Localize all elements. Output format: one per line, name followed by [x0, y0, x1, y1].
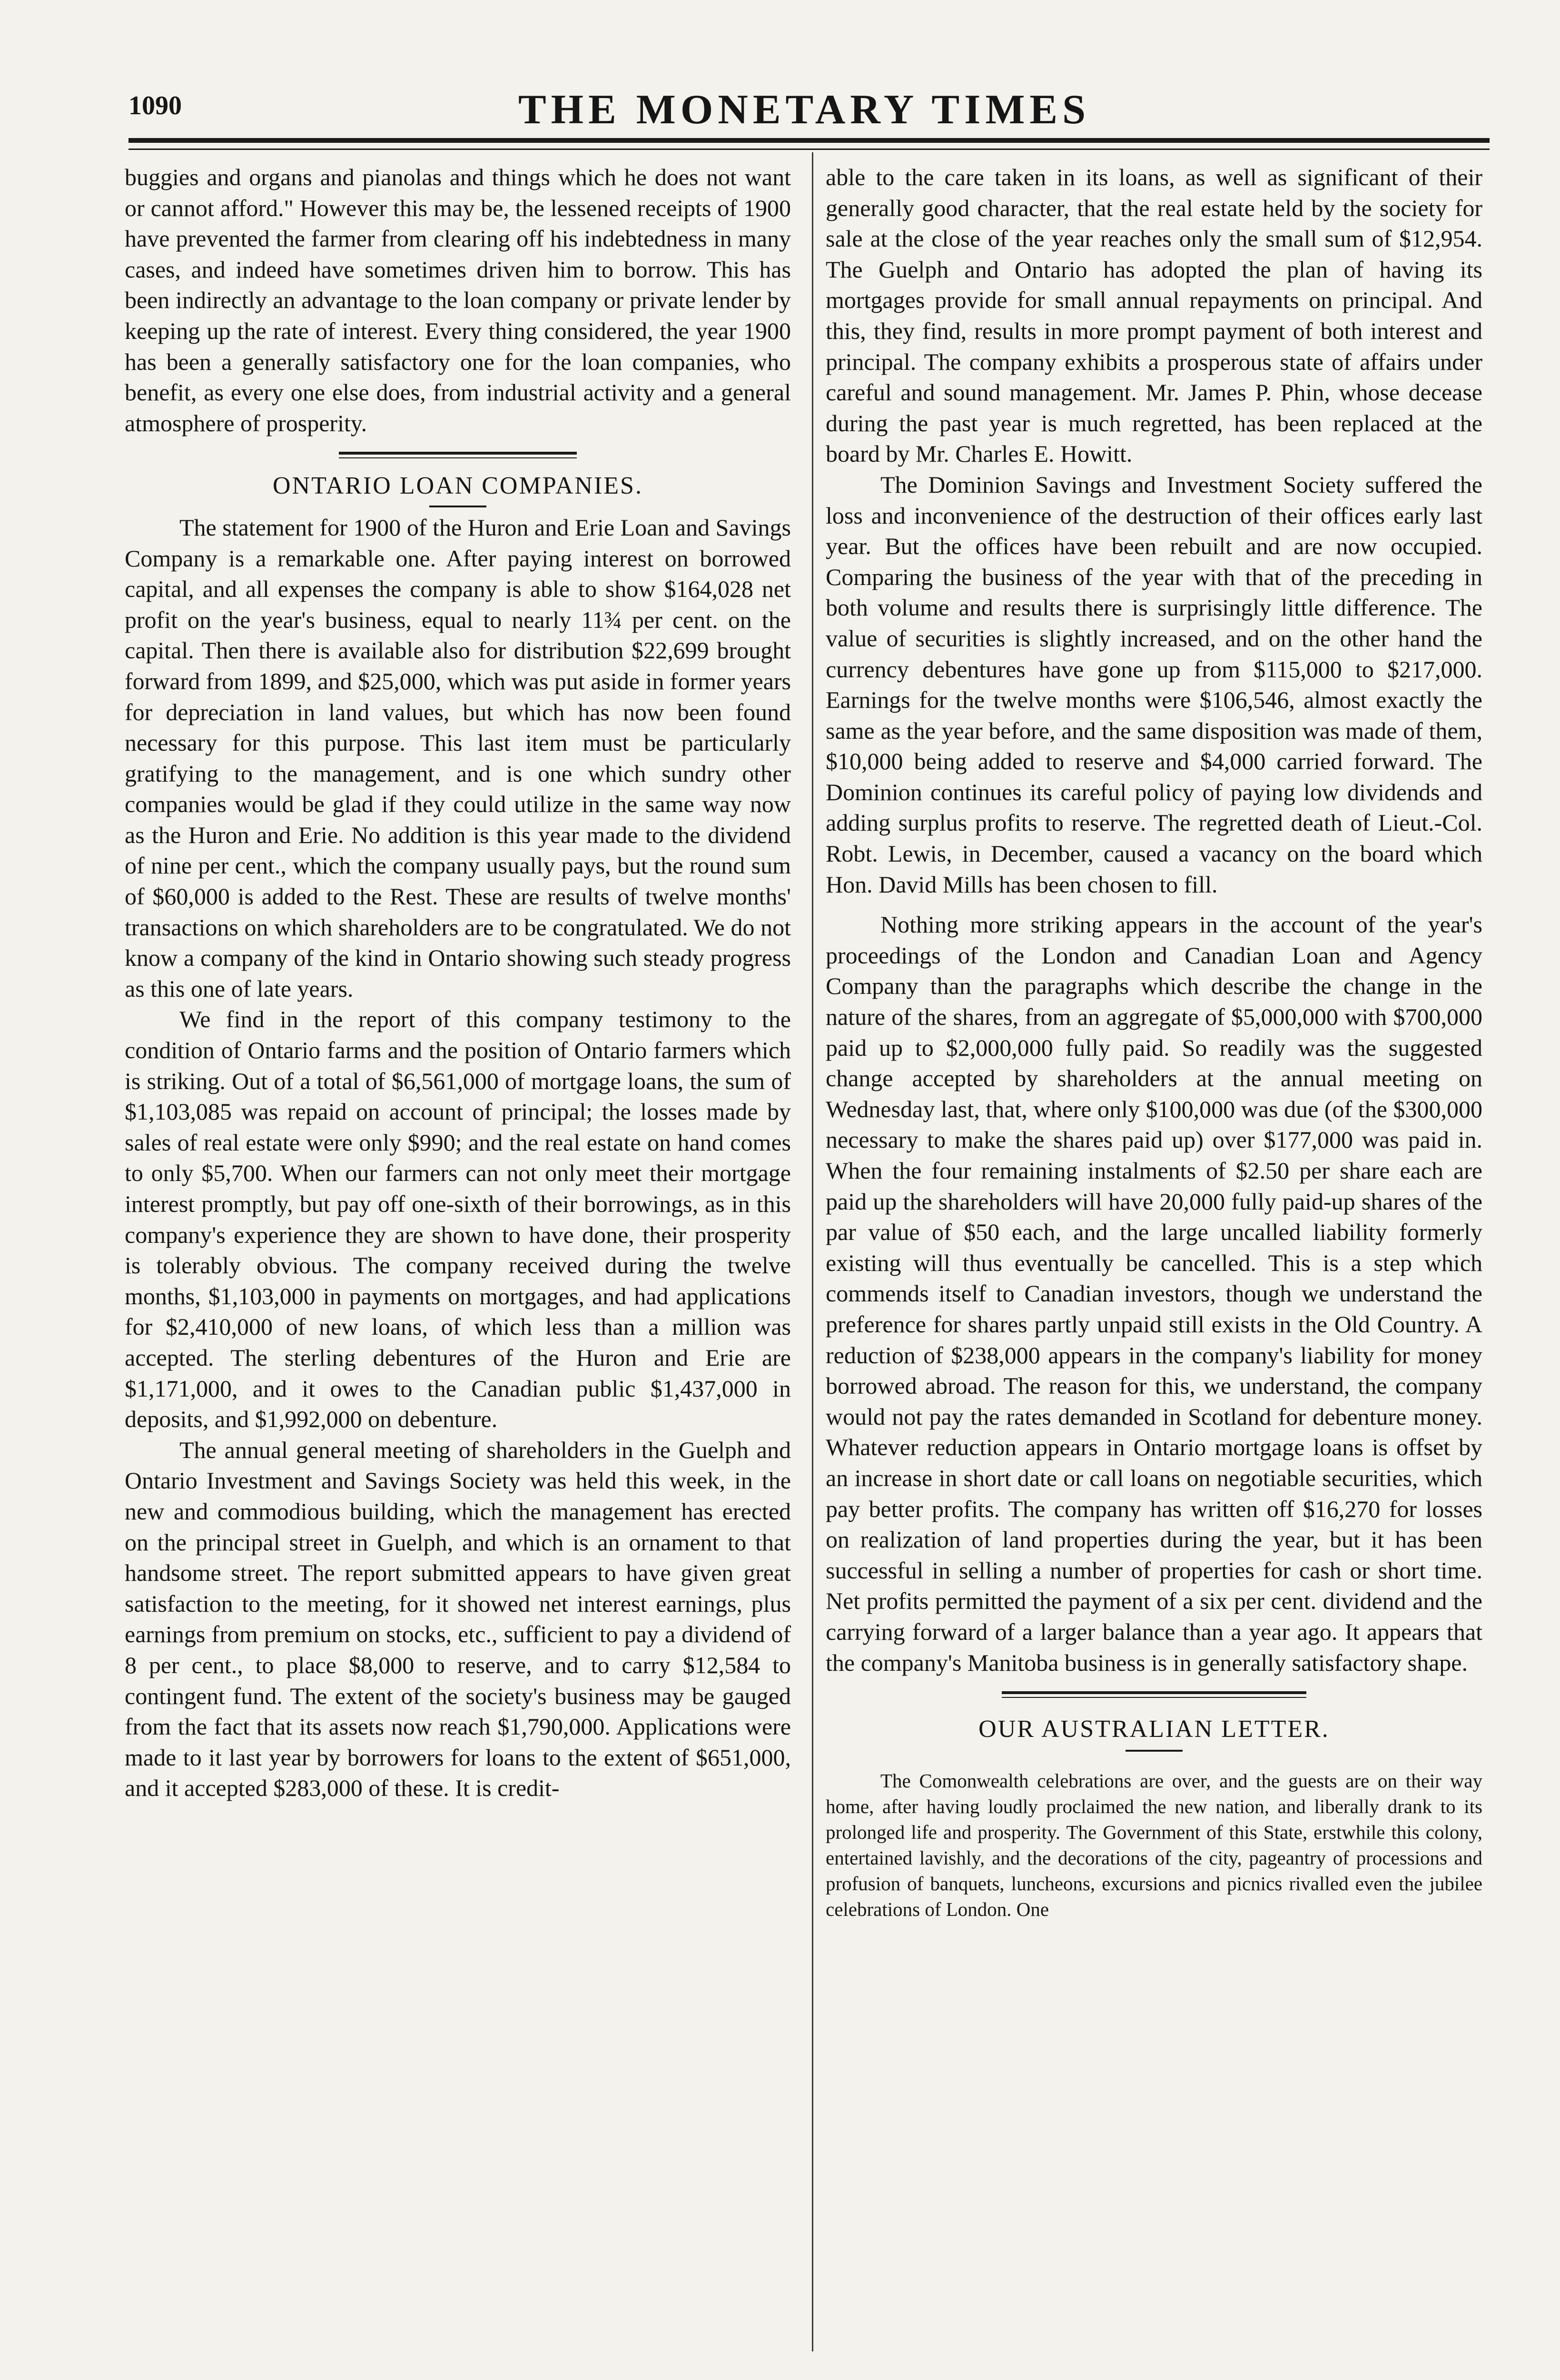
left-paragraph-1: buggies and organs and pianolas and things which he does not want or cannot afford." However this may be, the lessened receipts of 1900 have prevented the farmer from clearing off his indebtedness in many cases, and indeed have sometimes driven him to borrow. This has been indirectly an advantage to the loan company or private lender by keeping up the rate of interest. Every thing considered, the year 1900 has been a generally satisfactory one for the loan companies, who benefit, as every one else does, from industrial activity and a general atmosphere of prosperity. — [125, 164, 791, 436]
column-divider — [812, 152, 813, 2351]
section-heading-australian-letter: OUR AUSTRALIAN LETTER. — [978, 1716, 1330, 1743]
right-paragraph-1: able to the care taken in its loans, as well as significant of their generally good character, that the real estate held by the society for sale at the close of the year reaches only the small sum of $12,954. The Guelph and Ontario has adopted the plan of having its mortgages provide for small annual repayments on principal. And this, they find, results in more prompt payment of both interest and principal. The company exhibits a prosperous state of affairs under careful and sound management. Mr. James P. Phin, whose decease during the past year is much regretted, has been replaced at the board by Mr. Charles E. Howitt. — [826, 164, 1482, 467]
right-column — [826, 162, 1482, 1922]
header-rule-thick — [128, 138, 1490, 143]
right-paragraph-3: Nothing more striking appears in the account of the year's proceedings of the London and Canadian Loan and Agency Company than the paragraphs which describe the change in the nature of the shares, from an aggregate of $5,000,000 with $700,000 paid up to $2,000,000 fully paid. So readily was the suggested change accepted by shareholders at the annual meeting on Wednesday last, that, where only $100,000 was due (of the $300,000 necessary to make the shares paid up) over $177,000 was paid in. When the four remaining instalments of $2.50 per share each are paid up the shareholders will have 20,000 fully paid-up shares of the par value of $50 each, and the large uncalled liability formerly existing will thus eventually be cancelled. This is a step which commends itself to Canadian investors, though we understand the preference for shares partly unpaid still exists in the Old Country. A reduction of $238,000 appears in the company's liability for money borrowed abroad. The reason for this, we understand, the company would not pay the rates demanded in Scotland for debenture money. Whatever reduction appears in Ontario mortgage loans is offset by an increase in short date or call loans on negotiable securities, which pay better profits. The company has written off $16,270 for losses on realization of land properties during the year, but it has been successful in selling a number of properties for cash or short time. Net profits permitted the payment of a six per cent. dividend and the carrying forward of a larger balance than a year ago. It appears that the company's Manitoba business is in generally satisfactory shape. — [826, 911, 1482, 1676]
left-column — [125, 162, 791, 1804]
left-paragraph-2: The statement for 1900 of the Huron and Erie Loan and Savings Company is a remarkable one. After paying interest on borrowed capital, and all expenses the company is able to show $164,028 net profit on the year's business, equal to nearly 11¾ per cent. on the capital. Then there is available also for distribution $22,699 brought forward from 1899, and $25,000, which was put aside in former years for depreciation in land values, but which has now been found necessary for this purpose. This last item must be particularly gratifying to the management, and is one which sundry other companies would be glad if they could utilize in the same way now as the Huron and Erie. No addition is this year made to the dividend of nine per cent., which the company usually pays, but the round sum of $60,000 is added to the Rest. These are results of twelve months' transactions on which shareholders are to be congratulated. We do not know a company of the kind in Ontario showing such steady progress as this one of late years. — [125, 514, 791, 1002]
right-paragraph-4: The Comonwealth celebrations are over, and the guests are on their way home, after having loudly proclaimed the new nation, and liberally drank to its prolonged life and prosperity. The Government of this State, erstwhile this colony, entertained lavishly, and the decorations of the city, pageantry of processions and profusion of banquets, luncheons, excursions and picnics rivalled even the jubilee celebrations of London. One — [826, 1769, 1482, 1920]
page-header — [128, 71, 1480, 138]
left-paragraph-3: We find in the report of this company testimony to the condition of Ontario farms and the position of Ontario farmers which is striking. Out of a total of $6,561,000 of mortgage loans, the sum of $1,103,085 was repaid on account of principal; the losses made by sales of real estate were only $990; and the real estate on hand comes to only $5,700. When our farmers can not only meet their mortgage interest promptly, but pay off one-sixth of their borrowings, as in this company's experience they are shown to have done, their prosperity is tolerably obvious. The company received during the twelve months, $1,103,000 in payments on mortgages, and had applications for $2,410,000 of new loans, of which less than a million was accepted. The sterling debentures of the Huron and Erie are $1,171,000, and it owes to the Canadian public $1,437,000 in deposits, and $1,992,000 on debenture. — [125, 1006, 791, 1433]
right-paragraph-2: The Dominion Savings and Investment Society suffered the loss and inconvenience of the destruction of their offices early last year. But the offices have been rebuilt and are now occupied. Comparing the business of the year with that of the preceding in both volume and results there is surprisingly little difference. The value of securities is slightly increased, and on the other hand the currency debentures have gone up from $115,000 to $217,000. Earnings for the twelve months were $106,546, almost exactly the same as the year before, and the same disposition was made of them, $10,000 being added to reserve and $4,000 carried forward. The Dominion continues its careful policy of paying low dividends and adding surplus profits to reserve. The regretted death of Lieut.-Col. Robt. Lewis, in December, caused a vacancy on the board which Hon. David Mills has been chosen to fill. — [826, 471, 1482, 898]
section-heading-ontario-loan: ONTARIO LOAN COMPANIES. — [273, 472, 643, 500]
masthead-title: THE MONETARY TIMES — [518, 87, 1091, 133]
left-paragraph-4: The annual general meeting of shareholders in the Guelph and Ontario Investment and Savings Society was held this week, in the new and commodious building, which the management has erected on the principal street in Guelph, and which is an ornament to that handsome street. The report submitted appears to have given great satisfaction to the meeting, for it showed net interest earnings, plus earnings from premium on stocks, etc., sufficient to pay a dividend of 8 per cent., to place $8,000 to reserve, and to carry $12,584 to contingent fund. The extent of the society's business may be gauged from the fact that its assets now reach $1,790,000. Applications were made to it last year by borrowers for loans to the extent of $651,000, and it accepted $283,000 of these. It is credit- — [125, 1436, 791, 1802]
header-rule-thin — [128, 149, 1490, 150]
page-number: 1090 — [128, 91, 182, 120]
